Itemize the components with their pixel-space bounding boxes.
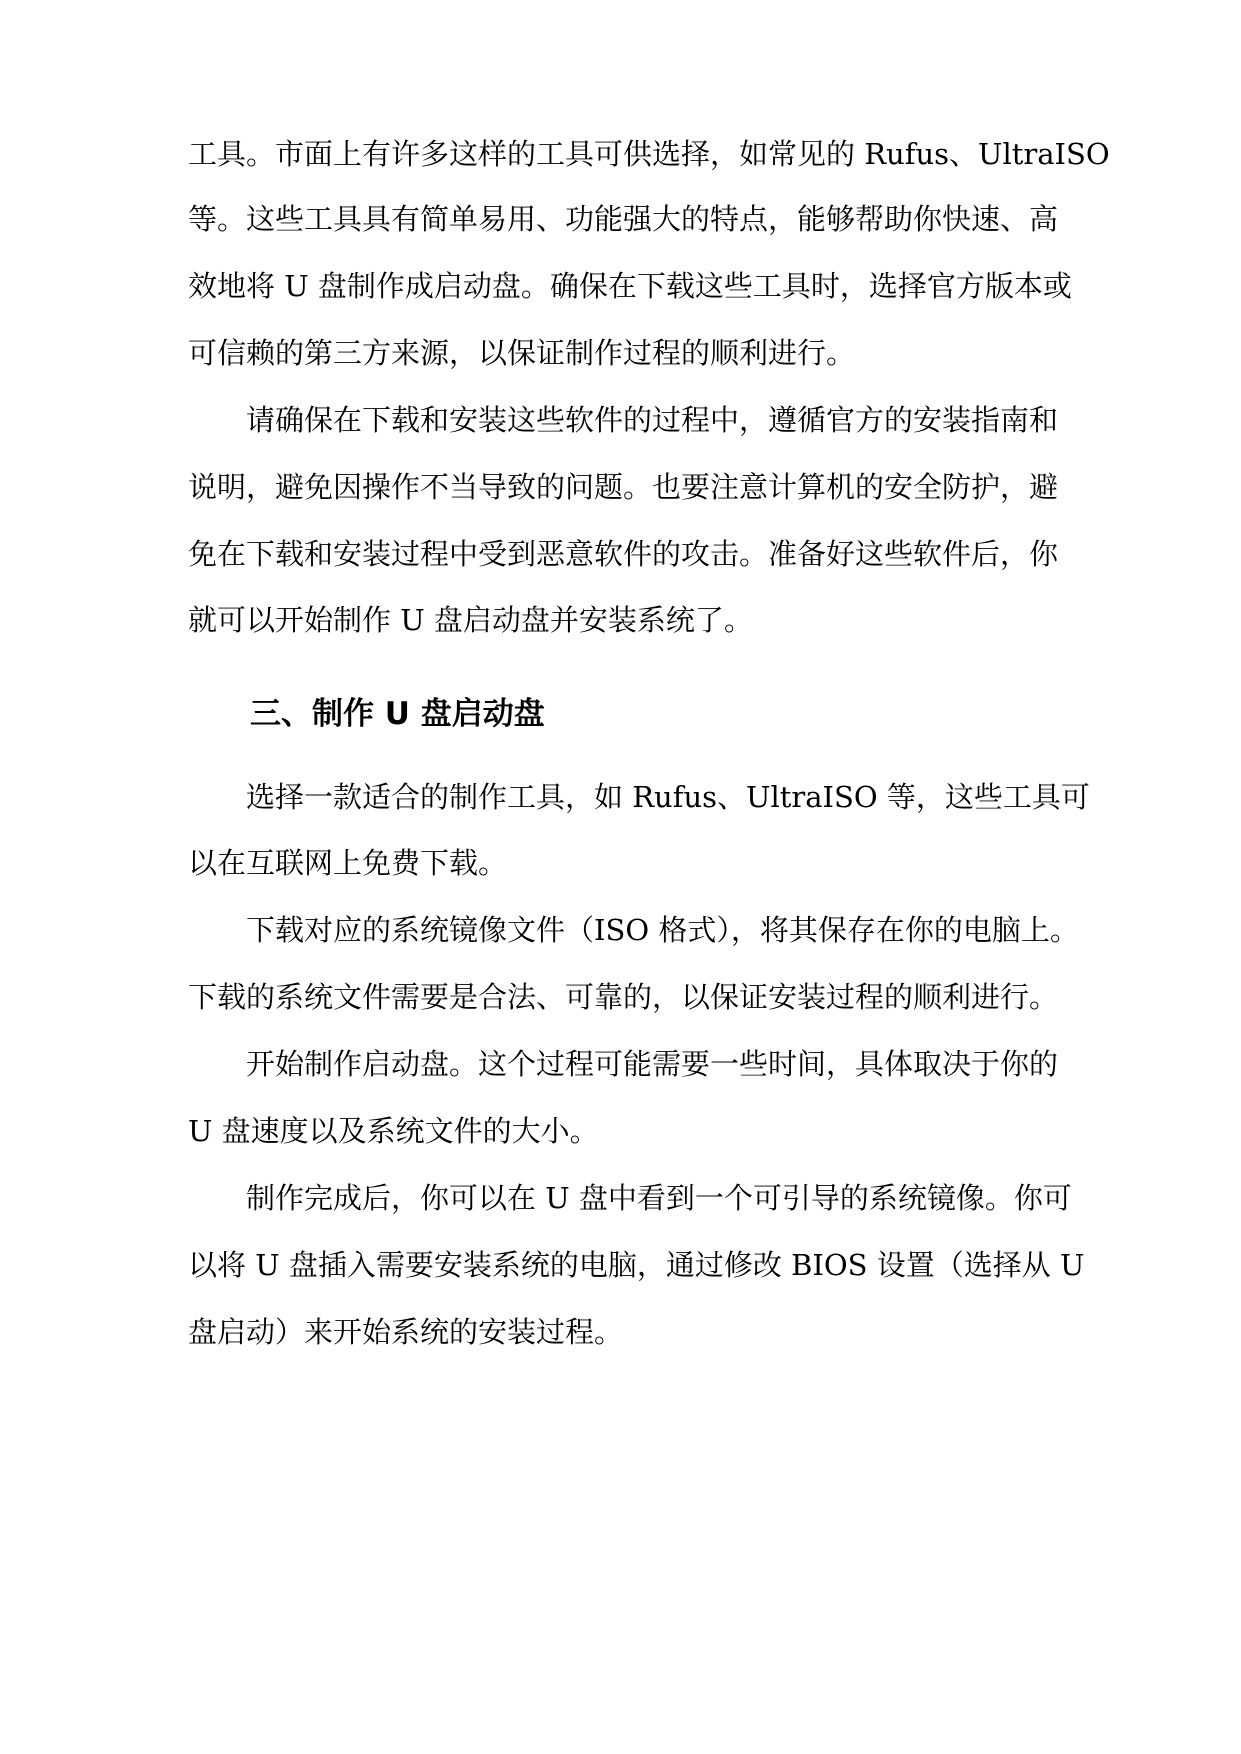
section-paragraph-4-line-1: 制作完成后，你可以在 U 盘中看到一个可引导的系统镜像。你可 [246, 1181, 1072, 1215]
paragraph-1-line-3: 效地将 U 盘制作成启动盘。确保在下载这些工具时，选择官方版本或 [188, 269, 1072, 303]
section-paragraph-4-line-2: 以将 U 盘插入需要安装系统的电脑，通过修改 BIOS 设置（选择从 U [188, 1248, 1085, 1282]
paragraph-2-line-2: 说明，避免因操作不当导致的问题。也要注意计算机的安全防护，避 [188, 470, 1059, 504]
section-paragraph-2-line-2: 下载的系统文件需要是合法、可靠的，以保证安装过程的顺利进行。 [188, 980, 1059, 1014]
section-paragraph-1-line-2: 以在互联网上免费下载。 [188, 846, 508, 880]
paragraph-2-line-4: 就可以开始制作 U 盘启动盘并安装系统了。 [188, 603, 753, 637]
paragraph-2-line-3: 免在下载和安装过程中受到恶意软件的攻击。准备好这些软件后，你 [188, 537, 1059, 571]
paragraph-1-line-2: 等。这些工具具有简单易用、功能强大的特点，能够帮助你快速、高 [188, 202, 1059, 236]
paragraph-1-line-4: 可信赖的第三方来源，以保证制作过程的顺利进行。 [188, 336, 856, 370]
section-heading: 三、制作 U 盘启动盘 [250, 696, 545, 732]
section-paragraph-3-line-2: U 盘速度以及系统文件的大小。 [188, 1114, 599, 1148]
paragraph-1-line-1: 工具。市面上有许多这样的工具可供选择，如常见的 Rufus、UltraISO [188, 137, 1110, 171]
section-paragraph-2-line-1: 下载对应的系统镜像文件（ISO 格式），将其保存在你的电脑上。 [246, 913, 1079, 947]
paragraph-2-line-1: 请确保在下载和安装这些软件的过程中，遵循官方的安装指南和 [246, 403, 1059, 437]
section-paragraph-1-line-1: 选择一款适合的制作工具，如 Rufus、UltraISO 等，这些工具可 [246, 780, 1090, 814]
section-paragraph-4-line-3: 盘启动）来开始系统的安装过程。 [188, 1315, 624, 1349]
section-paragraph-3-line-1: 开始制作启动盘。这个过程可能需要一些时间，具体取决于你的 [246, 1047, 1059, 1081]
